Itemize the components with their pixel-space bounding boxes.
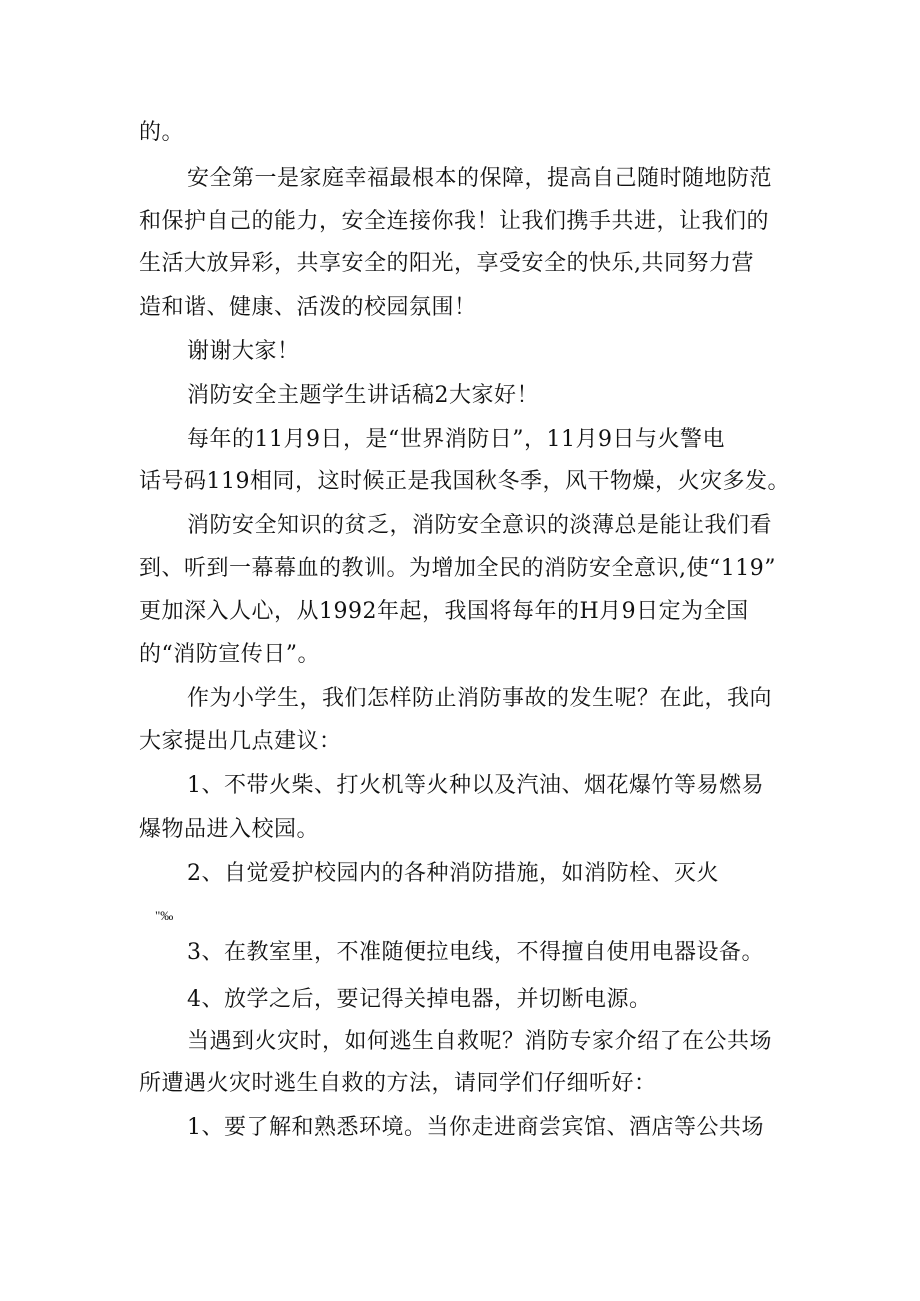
text-line: 当遇到火灾时，如何逃生自救呢？消防专家介绍了在公共场 [187, 1029, 773, 1054]
text-line: 1、不带火柴、打火机等火种以及汽油、烟花爆竹等易燃易 [187, 773, 764, 798]
fragment-mark: "‰ [155, 908, 174, 923]
text-line: 造和谐、健康、活泼的校园氛围！ [139, 295, 477, 320]
text-line: 更加深入人心，从1992年起，我国将每年的H月9日定为全国 [139, 599, 749, 624]
text-line: 的。 [139, 120, 185, 145]
text-line: 爆物品进入校园。 [139, 817, 320, 842]
text-line: 大家提出几点建议： [139, 729, 342, 754]
text-line: 1、要了解和熟悉环境。当你走进商尝宾馆、酒店等公共场 [187, 1115, 764, 1140]
text-line: 生活大放异彩，共享安全的阳光，享受安全的快乐,共同努力营 [139, 251, 754, 276]
text-line: 到、听到一幕幕血的教训。为增加全民的消防安全意识,使“119” [139, 556, 776, 581]
text-line: 谢谢大家！ [187, 339, 300, 364]
text-line: 每年的11月9日，是“世界消防日”，11月9日与火警电 [187, 427, 725, 452]
text-line: 2、自觉爱护校园内的各种消防措施，如消防栓、灭火 [187, 861, 719, 886]
text-line: 4、放学之后，要记得关掉电器，并切断电源。 [187, 987, 652, 1012]
text-line: 的“消防宣传日”。 [139, 642, 320, 667]
text-line: 和保护自己的能力，安全连接你我！让我们携手共进，让我们的 [139, 209, 770, 234]
text-line: 所遭遇火灾时逃生自救的方法，请同学们仔细听好： [139, 1071, 657, 1096]
text-line: 消防安全知识的贫乏，消防安全意识的淡薄总是能让我们看 [187, 513, 773, 538]
text-line: 作为小学生，我们怎样防止消防事故的发生呢？在此，我向 [187, 686, 773, 711]
text-line: 3、在教室里，不准随便拉电线，不得擅自使用电器设备。 [187, 940, 764, 965]
text-line: 话号码119相同，这时候正是我国秋冬季，风干物燥，火灾多发。 [139, 469, 790, 494]
text-line: 安全第一是家庭幸福最根本的保障，提高自己随时随地防范 [187, 166, 773, 191]
text-line: 消防安全主题学生讲话稿2大家好！ [187, 383, 539, 408]
